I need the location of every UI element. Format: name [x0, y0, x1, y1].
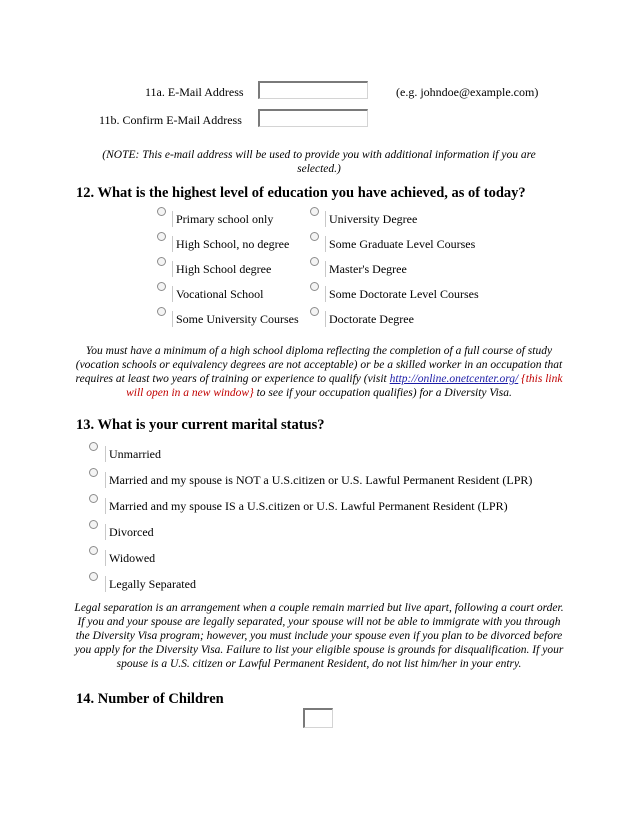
education-option-left-4-label: Some University Courses: [172, 311, 299, 327]
new-window-notice: {this link will open in a new window}: [126, 373, 563, 399]
education-option-right-2-label: Master's Degree: [325, 261, 407, 277]
education-note-text: You must have a minimum of a high school diploma reflecting the completion of a full course of study (vocation schools or equivalency degrees are not acceptable) or be a skilled worker in an occupation that requires at least two years of training or experience to qualify (visit: [75, 345, 563, 385]
education-option-left-1-radio[interactable]: [157, 232, 166, 241]
education-option-right-0-radio[interactable]: [310, 207, 319, 216]
marital-option-0-label: Unmarried: [105, 446, 161, 462]
marital-option-2-label: Married and my spouse IS a U.S.citizen or U.S. Lawful Permanent Resident (LPR): [105, 498, 508, 514]
confirm-email-input[interactable]: [258, 109, 368, 127]
education-option-left-3-radio[interactable]: [157, 282, 166, 291]
email-label: 11a. E-Mail Address: [145, 85, 244, 99]
education-note-tail: to see if your occupation qualifies) for a Diversity Visa.: [256, 387, 512, 399]
marital-option-5-label: Legally Separated: [105, 576, 196, 592]
marital-option-1-radio[interactable]: [89, 468, 98, 477]
education-option-right-1-radio[interactable]: [310, 232, 319, 241]
education-option-right-4-label: Doctorate Degree: [325, 311, 414, 327]
marital-option-4-label: Widowed: [105, 550, 155, 566]
children-count-input[interactable]: [303, 708, 333, 728]
education-option-left-0-label: Primary school only: [172, 211, 273, 227]
education-option-left-4-radio[interactable]: [157, 307, 166, 316]
education-option-right-1-label: Some Graduate Level Courses: [325, 236, 475, 252]
education-option-right-3-label: Some Doctorate Level Courses: [325, 286, 479, 302]
education-option-right-3-radio[interactable]: [310, 282, 319, 291]
email-example-hint: (e.g. johndoe@example.com): [396, 85, 539, 99]
education-option-left-1-label: High School, no degree: [172, 236, 289, 252]
education-option-right-0-label: University Degree: [325, 211, 417, 227]
marital-option-5-radio[interactable]: [89, 572, 98, 581]
education-option-right-4-radio[interactable]: [310, 307, 319, 316]
education-option-left-3-label: Vocational School: [172, 286, 263, 302]
marital-option-4-radio[interactable]: [89, 546, 98, 555]
marital-option-2-radio[interactable]: [89, 494, 98, 503]
children-heading: 14. Number of Children: [76, 691, 224, 707]
education-option-left-2-label: High School degree: [172, 261, 271, 277]
marital-option-3-radio[interactable]: [89, 520, 98, 529]
education-option-right-2-radio[interactable]: [310, 257, 319, 266]
email-note: (NOTE: This e-mail address will be used to provide you with additional information if you are selected.): [102, 149, 536, 175]
education-option-left-2-radio[interactable]: [157, 257, 166, 266]
education-note: [66, 344, 572, 400]
onetcenter-link[interactable]: http://online.onetcenter.org/: [389, 373, 519, 385]
education-option-left-0-radio[interactable]: [157, 207, 166, 216]
marital-option-1-label: Married and my spouse is NOT a U.S.citizen or U.S. Lawful Permanent Resident (LPR): [105, 472, 532, 488]
marital-heading: 13. What is your current marital status?: [76, 417, 325, 433]
education-heading: 12. What is the highest level of education you have achieved, as of today?: [76, 185, 526, 201]
marital-option-0-radio[interactable]: [89, 442, 98, 451]
marital-note: Legal separation is an arrangement when a couple remain married but live apart, following a court order. If you and your spouse are legally separated, your spouse will not be able to immigrate with you through the Diversity Visa program; however, you must include your spouse even if you plan to be divorced before you apply for the Diversity Visa. Failure to list your eligible spouse is grounds for disqualification. If your spouse is a U.S. citizen or Lawful Permanent Resident, do not list him/her in your entry.: [74, 602, 564, 670]
confirm-email-label: 11b. Confirm E-Mail Address: [99, 113, 242, 127]
marital-option-3-label: Divorced: [105, 524, 154, 540]
email-input[interactable]: [258, 81, 368, 99]
